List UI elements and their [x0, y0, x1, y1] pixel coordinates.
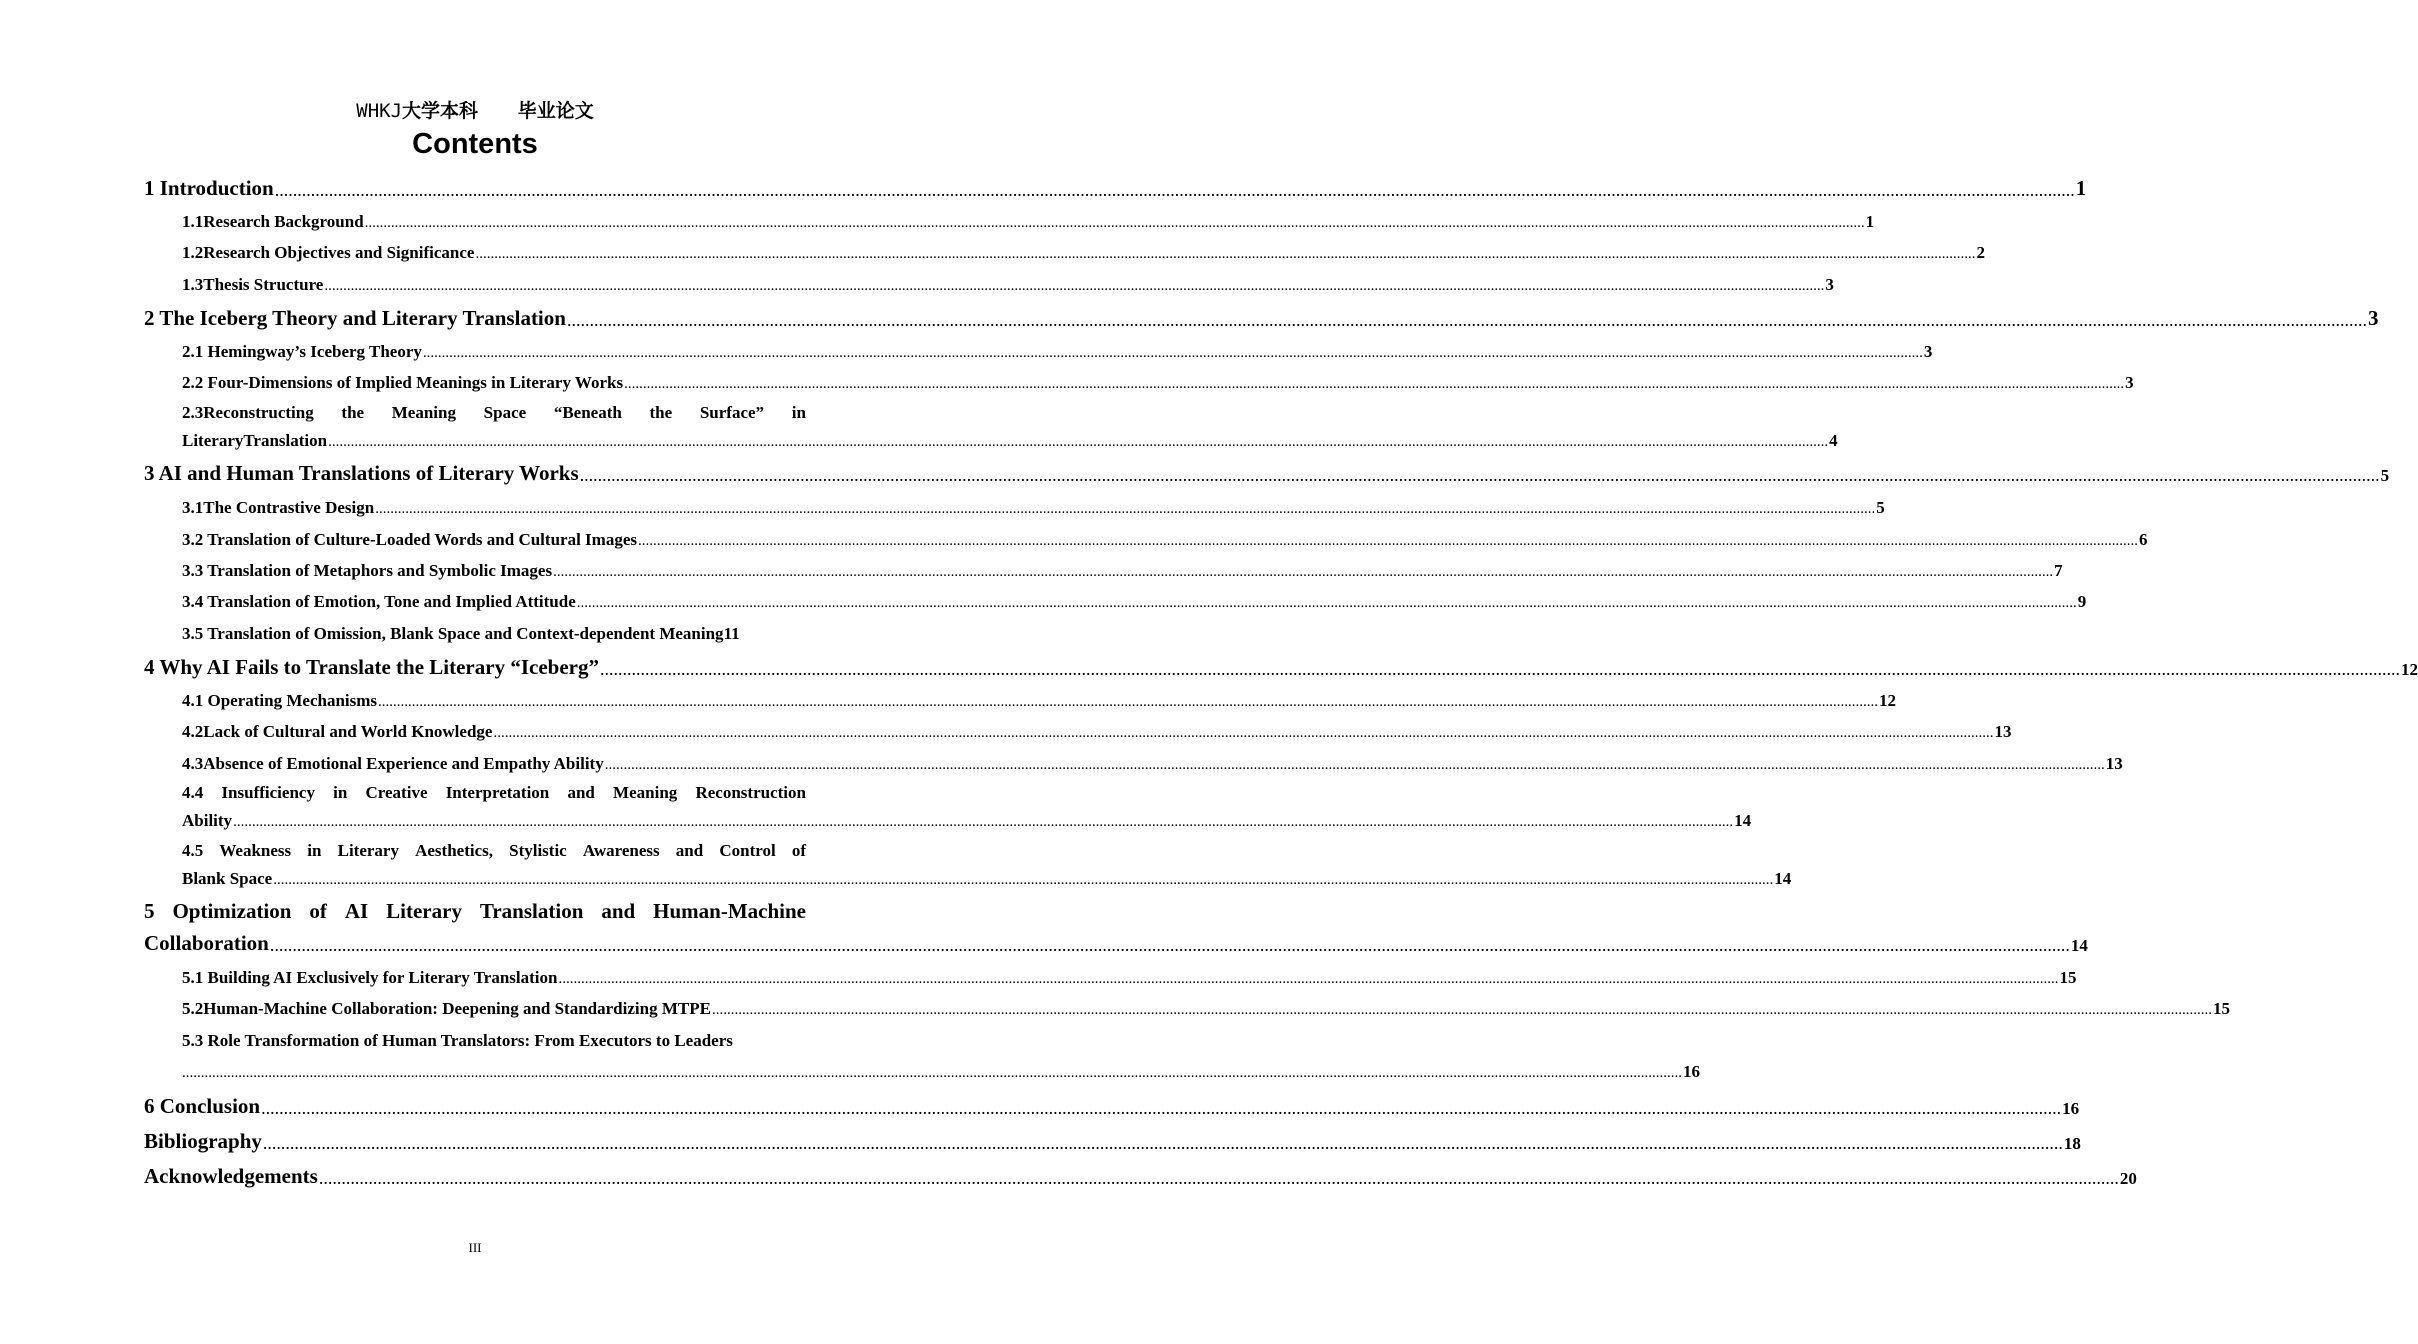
toc-entry[interactable]: [182, 809, 1752, 831]
toc-entry-line1[interactable]: [182, 1029, 806, 1051]
toc-entry-label: 5.3 Role Transformation of Human Translators: From Executors to Leaders: [182, 1031, 733, 1050]
toc-leader-dots: ................................................................................................................................................................................................................................................................................................................................................................................................................: [261, 1098, 2062, 1118]
toc-entry-page: 7: [2054, 561, 2063, 580]
toc-word: 4.4: [182, 783, 204, 802]
toc-entry-line1[interactable]: [144, 899, 806, 925]
toc-entry-label: 4.3Absence of Emotional Experience and Empathy Ability: [182, 754, 604, 773]
toc-entry-page: 1: [2075, 176, 2087, 200]
toc-entry-page: 16: [2062, 1099, 2080, 1118]
toc-word: and: [601, 899, 636, 923]
toc-entry-label: 4.2Lack of Cultural and World Knowledge: [182, 722, 493, 741]
toc-word: Optimization: [172, 899, 292, 923]
toc-word: Interpretation: [445, 783, 550, 802]
toc-leader-dots: ................................................................................................................................................................................................................................................................................................................................................................................................................: [318, 1168, 2119, 1188]
toc-entry[interactable]: [182, 340, 1933, 362]
toc-entry-page: 14: [1734, 811, 1752, 830]
header-text2: 毕业论文: [517, 100, 594, 122]
toc-entry-label: 5.1 Building AI Exclusively for Literary Translation: [182, 968, 558, 987]
toc-entry-page: 4: [1829, 431, 1838, 450]
toc-entry-page: 13: [2105, 754, 2123, 773]
toc-word: in: [791, 403, 806, 422]
toc-leader-dots: ................................................................................................................................................................................................................................................................................................................................................................................................................: [475, 246, 1976, 262]
toc-entry[interactable]: [182, 371, 2134, 393]
toc-entry-line1[interactable]: [182, 841, 806, 863]
toc-word: “Beneath: [553, 403, 622, 422]
toc-leader-dots: ................................................................................................................................................................................................................................................................................................................................................................................................................: [233, 814, 1734, 830]
toc-word: Control: [719, 841, 776, 860]
toc-entry-label: Acknowledgements: [144, 1164, 318, 1188]
toc-entry[interactable]: [144, 930, 2088, 956]
toc-word: Meaning: [613, 783, 678, 802]
toc-leader-dots: ................................................................................................................................................................................................................................................................................................................................................................................................................: [375, 501, 1876, 517]
toc-entry[interactable]: [182, 559, 2063, 581]
toc-entry-page: 12: [2400, 660, 2418, 679]
toc-word: of: [309, 899, 327, 923]
toc-word: and: [675, 841, 704, 860]
toc-leader-dots: ................................................................................................................................................................................................................................................................................................................................................................................................................: [364, 215, 1865, 231]
toc-entry[interactable]: [182, 752, 2123, 774]
toc-leader-dots: ................................................................................................................................................................................................................................................................................................................................................................................................................: [579, 465, 2380, 485]
toc-leader-dots: ................................................................................................................................................................................................................................................................................................................................................................................................................: [624, 376, 2125, 392]
toc-entry-page: 2: [1976, 243, 1985, 262]
toc-word: Human-Machine: [653, 899, 806, 923]
toc-entry-page: 3: [2125, 373, 2134, 392]
toc-word: 2.3Reconstructing: [182, 403, 314, 422]
toc-entry[interactable]: [182, 210, 1875, 232]
toc-word: Awareness: [582, 841, 660, 860]
toc-entry-page: 14: [2070, 936, 2088, 955]
toc-word: Translation: [479, 899, 584, 923]
toc-entry[interactable]: [144, 460, 2390, 486]
toc-word: in: [333, 783, 348, 802]
toc-entry[interactable]: [144, 175, 2087, 201]
toc-leader-dots: ................................................................................................................................................................................................................................................................................................................................................................................................................: [566, 310, 2367, 330]
toc-entry-page: 15: [2212, 999, 2230, 1018]
toc-entry-page: 5: [2380, 466, 2390, 485]
toc-entry-label: Collaboration: [144, 931, 269, 955]
toc-word: Stylistic: [509, 841, 567, 860]
toc-word: Aesthetics,: [415, 841, 493, 860]
toc-entry[interactable]: [144, 1163, 2137, 1189]
toc-word: 5: [144, 899, 155, 923]
toc-entry[interactable]: [182, 720, 2012, 742]
toc-word: the: [649, 403, 673, 422]
page-number: III: [468, 1240, 482, 1255]
toc-leader-dots: ................................................................................................................................................................................................................................................................................................................................................................................................................: [262, 1133, 2063, 1153]
toc-entry-label: 3.3 Translation of Metaphors and Symbolic Images: [182, 561, 553, 580]
header-gap: [478, 100, 518, 122]
header-text: 大学本科: [402, 100, 479, 122]
toc-leader-dots: ................................................................................................................................................................................................................................................................................................................................................................................................................: [378, 694, 1879, 710]
toc-word: of: [791, 841, 806, 860]
toc-leader-dots: ................................................................................................................................................................................................................................................................................................................................................................................................................: [558, 971, 2059, 987]
toc-entry[interactable]: [144, 1128, 2081, 1154]
toc-word: 4.5: [182, 841, 204, 860]
toc-entry[interactable]: [182, 241, 1985, 263]
toc-word: Creative: [365, 783, 428, 802]
toc-word: Literary: [386, 899, 462, 923]
toc-entry-label: 6 Conclusion: [144, 1094, 261, 1118]
toc-entry-page: 11: [723, 624, 740, 643]
toc-entry-label: 3 AI and Human Translations of Literary Works: [144, 461, 579, 485]
toc-entry[interactable]: [144, 305, 2379, 331]
toc-leader-dots: ................................................................................................................................................................................................................................................................................................................................................................................................................: [576, 595, 2077, 611]
toc-leader-dots: ................................................................................................................................................................................................................................................................................................................................................................................................................: [599, 659, 2400, 679]
toc-entry-page: 16: [1683, 1062, 1700, 1081]
toc-entry[interactable]: [182, 966, 2077, 988]
toc-entry-page: 9: [2077, 592, 2087, 611]
toc-leader-dots: ................................................................................................................................................................................................................................................................................................................................................................................................................: [553, 564, 2054, 580]
toc-entry-page: 20: [2119, 1169, 2137, 1188]
running-header: [0, 96, 950, 123]
toc-entry-label: 2 The Iceberg Theory and Literary Translation: [144, 306, 566, 330]
toc-word: Weakness: [219, 841, 292, 860]
toc-leader-dots: ................................................................................................................................................................................................................................................................................................................................................................................................................: [328, 434, 1829, 450]
toc-entry[interactable]: [182, 273, 1834, 295]
toc-entry-page: 14: [1774, 869, 1792, 888]
toc-entry-page: 3: [1923, 342, 1933, 361]
toc-word: the: [341, 403, 365, 422]
toc-word: in: [307, 841, 322, 860]
toc-entry-page: 6: [2138, 530, 2148, 549]
toc-leader-dots: ................................................................................................................................................................................................................................................................................................................................................................................................................: [493, 725, 1994, 741]
toc-entry-label: 4 Why AI Fails to Translate the Literary “Iceberg”: [144, 655, 599, 679]
toc-leader-dots: ................................................................................................................................................................................................................................................................................................................................................................................................................: [274, 180, 2075, 200]
toc-entry-label: 1.1Research Background: [182, 212, 364, 231]
toc-entry[interactable]: [144, 654, 2418, 680]
toc-entry-label: Blank Space: [182, 869, 273, 888]
toc-entry-page: 3: [1825, 275, 1834, 294]
toc-entry-page: 3: [2367, 306, 2379, 330]
toc-entry-label: 2.2 Four-Dimensions of Implied Meanings in Literary Works: [182, 373, 624, 392]
toc-entry-label: 4.1 Operating Mechanisms: [182, 691, 378, 710]
toc-entry-label: 1 Introduction: [144, 176, 274, 200]
toc-entry[interactable]: [182, 429, 1838, 451]
toc-entry[interactable]: [144, 1093, 2080, 1119]
toc-entry-line1[interactable]: [182, 403, 806, 425]
toc-entry-page: 18: [2063, 1134, 2081, 1153]
toc-entry-page: 15: [2059, 968, 2077, 987]
toc-entry[interactable]: [182, 1060, 1700, 1082]
toc-leader-dots: ................................................................................................................................................................................................................................................................................................................................................................................................................: [273, 872, 1774, 888]
toc-entry[interactable]: [182, 496, 1885, 518]
toc-entry[interactable]: [182, 867, 1792, 889]
toc-leader-dots: ................................................................................................................................................................................................................................................................................................................................................................................................................: [604, 757, 2105, 773]
toc-leader-dots: ................................................................................................................................................................................................................................................................................................................................................................................................................: [422, 345, 1923, 361]
toc-entry-label: Bibliography: [144, 1129, 262, 1153]
toc-word: Surface”: [699, 403, 765, 422]
toc-entry-label: 3.5 Translation of Omission, Blank Space and Context-dependent Meaning: [182, 624, 724, 643]
toc-entry[interactable]: [182, 997, 2230, 1019]
toc-entry-page: 12: [1879, 691, 1897, 710]
toc-entry-page: 1: [1865, 212, 1875, 231]
toc-entry-page: 5: [1876, 498, 1885, 517]
toc-entry-label: 3.1The Contrastive Design: [182, 498, 375, 517]
toc-leader-dots: ................................................................................................................................................................................................................................................................................................................................................................................................................: [711, 1002, 2212, 1018]
toc-entry-label: 1.3Thesis Structure: [182, 275, 324, 294]
toc-leader-dots: ................................................................................................................................................................................................................................................................................................................................................................................................................: [637, 533, 2138, 549]
toc-word: Insufficiency: [221, 783, 315, 802]
toc-leader-dots: ................................................................................................................................................................................................................................................................................................................................................................................................................: [324, 278, 1825, 294]
toc-entry-label: 3.2 Translation of Culture-Loaded Words and Cultural Images: [182, 530, 637, 549]
toc-entry[interactable]: [182, 528, 2148, 550]
toc-entry-page: 13: [1994, 722, 2012, 741]
toc-word: AI: [344, 899, 369, 923]
toc-entry-label: 3.4 Translation of Emotion, Tone and Implied Attitude: [182, 592, 576, 611]
toc-word: and: [567, 783, 595, 802]
toc-leader-dots: ................................................................................................................................................................................................................................................................................................................................................................................................................: [182, 1065, 1682, 1081]
toc-entry-label: 1.2Research Objectives and Significance: [182, 243, 475, 262]
header-code: WHKJ: [356, 100, 403, 122]
toc-entry-label: 2.1 Hemingway’s Iceberg Theory: [182, 342, 422, 361]
page-title: Contents: [412, 128, 538, 160]
toc-entry-line1[interactable]: [182, 783, 806, 805]
toc-entry-label: LiteraryTranslation: [182, 431, 328, 450]
toc-word: Meaning: [391, 403, 456, 422]
toc-entry[interactable]: [182, 590, 2087, 612]
toc-word: Literary: [337, 841, 399, 860]
toc-entry[interactable]: [182, 689, 1897, 711]
toc-entry[interactable]: [182, 622, 806, 644]
toc-entry-label: 5.2Human-Machine Collaboration: Deepening and Standardizing MTPE: [182, 999, 711, 1018]
toc-word: Space: [483, 403, 527, 422]
toc-word: Reconstruction: [695, 783, 806, 802]
toc-entry-label: Ability: [182, 811, 233, 830]
toc-leader-dots: ................................................................................................................................................................................................................................................................................................................................................................................................................: [269, 935, 2070, 955]
